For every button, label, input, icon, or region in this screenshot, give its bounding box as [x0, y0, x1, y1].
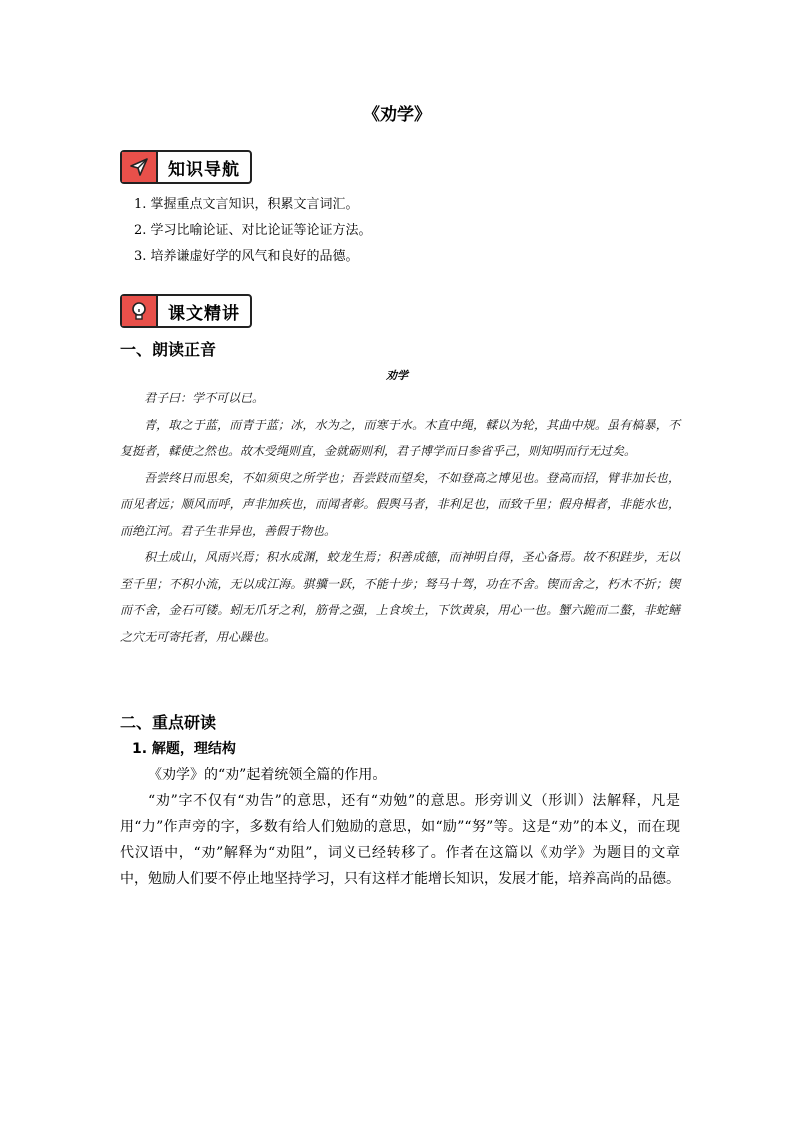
- lightbulb-icon: [122, 296, 158, 326]
- section-label: 知识导航: [168, 159, 240, 180]
- poem-title: 劝学: [386, 369, 408, 382]
- section-badge-text-study: [120, 294, 252, 328]
- poem-paragraph: 积土成山，风雨兴焉；积水成渊，蛟龙生焉；积善成德，而神明自得，圣心备焉。故不积跬步，无以至千里；不积小流，无以成江海。骐骥一跃，不能十步；驽马十驾，功在不舍。锲而舍之，朽木不折；锲而不舍，金石可镂。蚓无爪牙之利，筋骨之强，上食埃土，下饮黄泉，用心一也。蟹六跪而二螯，非蛇鳝之穴无可寄托者，用心躁也。: [120, 550, 680, 644]
- analysis-paragraph: 《劝学》的“劝”起着统领全篇的作用。: [148, 767, 387, 783]
- poem-paragraph: 青，取之于蓝，而青于蓝；冰，水为之，而寒于水。木直中绳，輮以为轮，其曲中规。虽有槁暴，不复挺者，輮使之然也。故木受绳则直，金就砺则利，君子博学而日参省乎己，则知明而行无过矣。: [120, 417, 680, 458]
- list-item: 3. 培养谦虚好学的风气和良好的品德。: [134, 249, 359, 264]
- list-item: 2. 学习比喻论证、对比论证等论证方法。: [134, 223, 372, 238]
- analysis-body: [120, 762, 680, 892]
- section-badge-knowledge-nav: [120, 150, 252, 184]
- poem-paragraph: 吾尝终日而思矣，不如须臾之所学也；吾尝跂而望矣，不如登高之博见也。登高而招，臂非加长也，而见者远；顺风而呼，声非加疾也，而闻者彰。假舆马者，非利足也，而致千里；假舟楫者，非能水也，而绝江河。君子生非异也，善假于物也。: [120, 470, 680, 538]
- analysis-paragraph: “劝”字不仅有“劝告”的意思，还有“劝勉”的意思。形旁训义（形训）法解释，凡是用“力”作声旁的字，多数有给人们勉励的意思，如“励”“努”等。这是“劝”的本义，而在现代汉语中，“劝”解释为“劝阻”，词义已经转移了。作者在这篇以《劝学》为题目的文章中，勉励人们要不停止地坚持学习，只有这样才能增长知识，发展才能，培养高尚的品德。: [120, 793, 680, 887]
- poem-body: [120, 385, 680, 650]
- paper-plane-icon: [122, 152, 158, 182]
- page-title: 《劝学》: [363, 105, 431, 125]
- heading-reading: 一、朗读正音: [120, 340, 217, 359]
- objectives-list: [134, 192, 372, 270]
- list-item: 1. 掌握重点文言知识，积累文言词汇。: [134, 197, 359, 212]
- section-label: 课文精讲: [168, 303, 240, 324]
- heading-key-study: 二、重点研读: [120, 713, 217, 732]
- subheading-title-structure: 1. 解题，理结构: [132, 741, 236, 757]
- poem-paragraph: 君子曰：学不可以已。: [144, 391, 265, 405]
